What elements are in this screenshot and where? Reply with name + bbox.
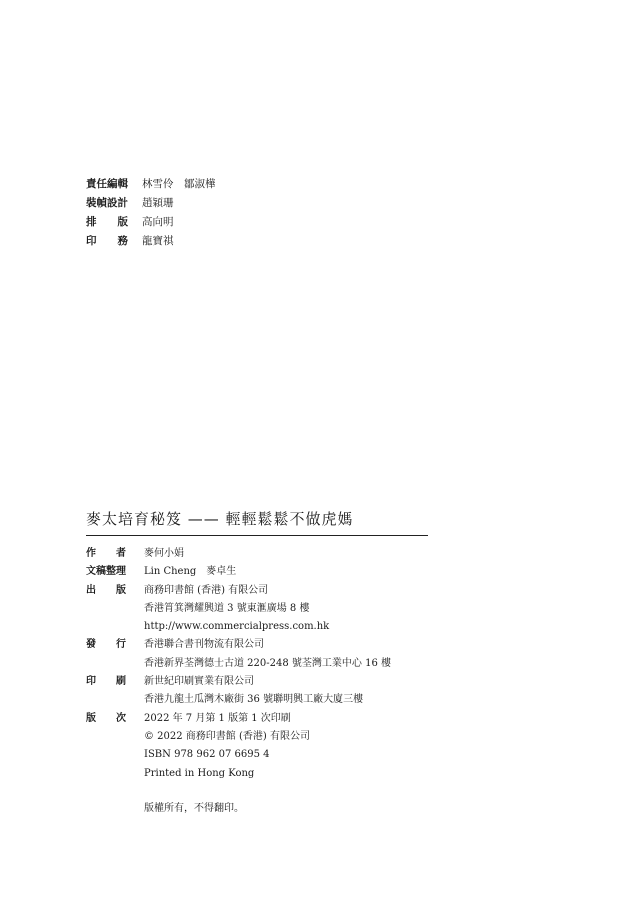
credit-row-editor [86,174,216,193]
imprint-value: 商務印書館 (香港) 有限公司 [144,584,269,596]
imprint-label: 作 者 [86,548,126,559]
imprint-label [86,618,144,636]
imprint-value: 2022 年 7 月第 1 版第 1 次印刷 [144,712,291,724]
credit-value: 趙穎珊 [142,197,174,209]
imprint-value: 香港新界荃灣德士古道 220-248 號荃灣工業中心 16 樓 [144,657,391,669]
imprint-row-author [86,545,391,563]
imprint-row-isbn [86,746,391,764]
imprint-value: Printed in Hong Kong [144,767,255,779]
imprint-row-publisher-website [86,618,391,636]
credit-label: 印 務 [86,235,128,247]
imprint-label [86,800,144,818]
imprint-label [86,728,144,746]
credit-row-typesetting [86,212,216,231]
credit-value: 龍寶祺 [142,235,174,247]
imprint-label [86,746,144,764]
imprint-value: 香港聯合書刊物流有限公司 [144,639,264,651]
copyright-notice: 版權所有，不得翻印。 [144,802,244,814]
imprint-value: 麥何小娟 [144,548,184,559]
credit-row-designer [86,193,216,212]
imprint-row-edition [86,710,391,728]
credit-value: 高向明 [142,216,174,228]
imprint-label: 印 刷 [86,676,126,688]
imprint-row-notice [86,800,391,818]
credit-value: 林雪伶 鄒淑樺 [142,178,216,190]
imprint-label [86,655,144,673]
imprint-value: http://www.commercialpress.com.hk [144,621,330,633]
imprint-value: © 2022 商務印書館 (香港) 有限公司 [144,730,310,742]
imprint-label: 版 次 [86,712,126,724]
credit-label: 排 版 [86,216,128,228]
imprint-label [86,691,144,709]
credit-label: 裝幀設計 [86,197,128,209]
imprint-row-publisher [86,582,391,600]
imprint-row-printer-address [86,691,391,709]
imprint-value: 香港九龍土瓜灣木廠街 36 號聯明興工廠大廈三樓 [144,694,364,706]
imprint-row-copyright [86,728,391,746]
title-divider [86,535,428,536]
imprint-label [86,600,144,618]
spacer [86,783,391,800]
imprint-block [86,545,391,818]
production-credits [86,174,216,250]
imprint-label: 出 版 [86,584,126,596]
imprint-row-publisher-address [86,600,391,618]
imprint-label [86,765,144,783]
credit-row-printing-affairs [86,231,216,250]
imprint-value: ISBN 978 962 07 6695 4 [144,749,270,761]
book-title: 麥太培育秘笈 —— 輕輕鬆鬆不做虎媽 [86,510,354,528]
imprint-row-compiler [86,563,391,581]
imprint-row-printer [86,673,391,691]
imprint-row-printed-in [86,765,391,783]
imprint-value: Lin Cheng 麥卓生 [144,566,237,578]
imprint-label: 文稿整理 [86,566,126,578]
credit-label: 責任編輯 [86,178,128,190]
imprint-row-distributor [86,636,391,654]
imprint-label: 發 行 [86,639,126,651]
imprint-value: 香港筲箕灣耀興道 3 號東滙廣場 8 樓 [144,602,310,614]
imprint-value: 新世紀印刷實業有限公司 [144,676,254,688]
imprint-row-distributor-address [86,655,391,673]
